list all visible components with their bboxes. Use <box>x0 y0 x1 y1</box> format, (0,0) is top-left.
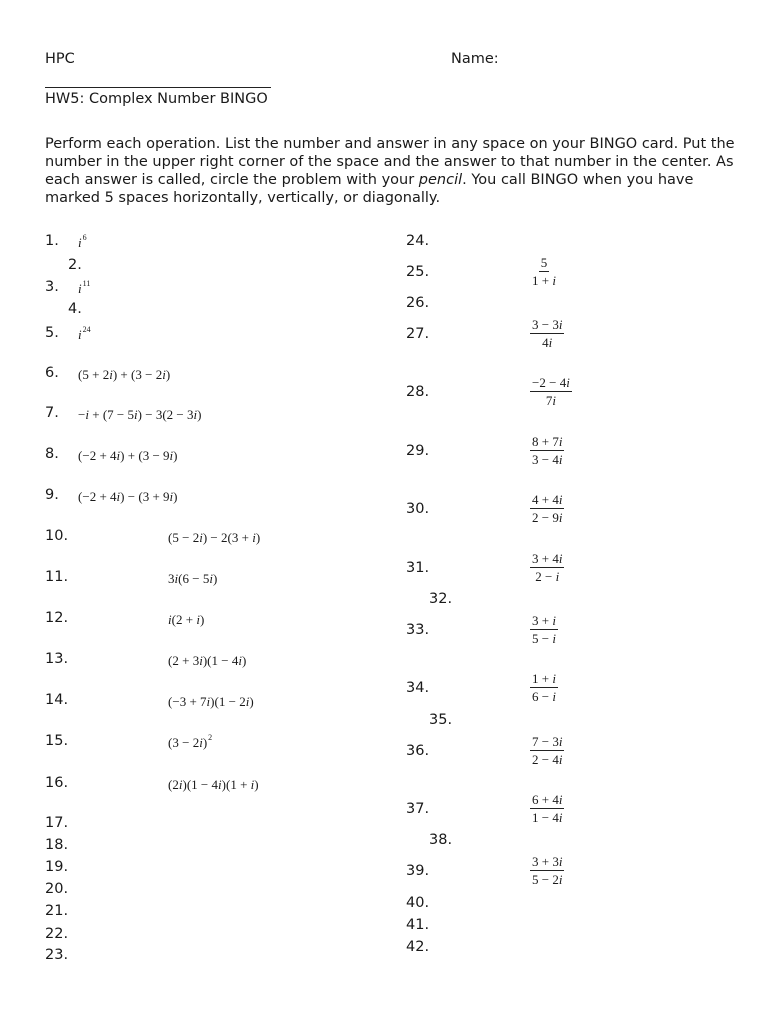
problem-number: 34. <box>406 680 430 696</box>
fraction-denominator: 2 − i <box>535 569 560 584</box>
worksheet-title: HW5: Complex Number BINGO <box>45 91 268 107</box>
problem-number: 1. <box>45 233 59 249</box>
problem-number: 10. <box>45 528 69 544</box>
exponent: 24 <box>82 325 91 334</box>
problem-number: 28. <box>406 384 430 400</box>
problem-expression: $i^{24}$ <box>78 325 91 342</box>
problem-number: 42. <box>406 939 430 955</box>
exponent: 6 <box>82 233 87 242</box>
problem-number: 19. <box>45 859 69 875</box>
problem-expression: 3i(6 − 5i) <box>168 571 218 586</box>
fraction <box>530 551 564 584</box>
problem-expression: (−2 + 4i) − (3 + 9i) <box>78 489 178 504</box>
problem-expression: $(3 - 2i)^2$ <box>168 733 213 750</box>
fraction-numerator: 4 + 4i <box>532 492 563 507</box>
problem-number: 25. <box>406 264 430 280</box>
fraction-denominator: 3 − 4i <box>532 452 563 467</box>
problem-number: 26. <box>406 295 430 311</box>
problem-number: 24. <box>406 233 430 249</box>
problem-expression: (5 − 2i) − 2(3 + i) <box>168 530 261 545</box>
instructions-part1: Perform each operation. List the number and answer in any space on your BINGO card. Put the number in the upper right corner of the space and the answer to that number in the center. As each answer is called, circle the problem with your <box>45 136 735 188</box>
problem-number: 39. <box>406 863 430 879</box>
fraction-numerator: 3 + 4i <box>532 551 563 566</box>
problem-number: 23. <box>45 947 69 963</box>
fraction <box>530 792 564 825</box>
fraction-denominator: 5 − 2i <box>532 872 563 887</box>
fraction <box>530 375 572 408</box>
problem-expression: i(2 + i) <box>168 612 205 627</box>
exponent: 2 <box>208 733 213 742</box>
fraction <box>530 255 558 288</box>
fraction-numerator: 3 − 3i <box>532 317 563 332</box>
problem-expression: (−3 + 7i)(1 − 2i) <box>168 694 254 709</box>
problem-number: 29. <box>406 443 430 459</box>
problem-number: 33. <box>406 622 430 638</box>
fraction-denominator: 6 − i <box>532 689 556 704</box>
problem-number: 8. <box>45 446 59 462</box>
problem-number: 2. <box>68 257 82 273</box>
problem-number: 9. <box>45 487 59 503</box>
fraction <box>530 671 558 704</box>
problem-number: 20. <box>45 881 69 897</box>
exponent: 11 <box>82 279 91 288</box>
fraction <box>530 734 564 767</box>
fraction-numerator: 3 + i <box>532 613 556 628</box>
problem-number: 40. <box>406 895 430 911</box>
problem-expression: (5 + 2i) + (3 − 2i) <box>78 367 171 382</box>
problem-number: 17. <box>45 815 69 831</box>
problem-number: 41. <box>406 917 430 933</box>
fraction <box>530 613 558 646</box>
fraction-numerator: −2 − 4i <box>532 375 570 390</box>
problem-number: 12. <box>45 610 69 626</box>
problem-number: 4. <box>68 301 82 317</box>
problem-number: 36. <box>406 743 430 759</box>
problem-number: 27. <box>406 326 430 342</box>
name-line <box>45 87 271 88</box>
fraction-numerator: 1 + i <box>532 671 556 686</box>
problem-number: 21. <box>45 903 69 919</box>
problem-number: 13. <box>45 651 69 667</box>
fraction-denominator: 7i <box>545 393 556 408</box>
problem-number: 38. <box>429 832 453 848</box>
fraction-numerator: 6 + 4i <box>532 792 563 807</box>
fraction-denominator: 2 − 4i <box>532 752 563 767</box>
problem-number: 18. <box>45 837 69 853</box>
fraction-numerator: 3 + 3i <box>532 854 563 869</box>
problem-number: 15. <box>45 733 69 749</box>
problem-expression: (−2 + 4i) + (3 − 9i) <box>78 448 178 463</box>
fraction-denominator: 1 + i <box>532 273 556 288</box>
fraction-denominator: 2 − 9i <box>532 510 563 525</box>
problem-number: 31. <box>406 560 430 576</box>
problem-expression: $i^6$ <box>78 233 87 250</box>
problem-number: 30. <box>406 501 430 517</box>
name-label: Name: <box>451 51 499 67</box>
fraction-numerator: 8 + 7i <box>532 434 563 449</box>
problem-number: 37. <box>406 801 430 817</box>
fraction <box>530 317 564 350</box>
problem-number: 5. <box>45 325 59 341</box>
problem-number: 16. <box>45 775 69 791</box>
problem-expression: (2 + 3i)(1 − 4i) <box>168 653 247 668</box>
problem-expression: −i + (7 − 5i) − 3(2 − 3i) <box>78 407 202 422</box>
fraction <box>530 854 564 887</box>
problem-number: 7. <box>45 405 59 421</box>
problem-number: 22. <box>45 926 69 942</box>
instructions <box>45 135 735 207</box>
instructions-part2: . You call BINGO when you have marked 5 spaces horizontally, vertically, or diagonally. <box>45 172 694 206</box>
fraction-numerator: 7 − 3i <box>532 734 563 749</box>
fraction <box>530 434 564 467</box>
fraction-denominator: 5 − i <box>532 631 556 646</box>
instructions-emphasis: pencil <box>418 172 463 188</box>
problem-number: 14. <box>45 692 69 708</box>
problem-number: 3. <box>45 279 59 295</box>
problem-expression: (2i)(1 − 4i)(1 + i) <box>168 777 259 792</box>
problem-number: 35. <box>429 712 453 728</box>
problem-expression: $i^{11}$ <box>78 279 91 296</box>
fraction <box>530 492 564 525</box>
header-course: HPC <box>45 51 75 67</box>
fraction-numerator: 5 <box>540 255 548 270</box>
problem-number: 6. <box>45 365 59 381</box>
fraction-denominator: 4i <box>542 335 553 350</box>
problem-number: 11. <box>45 569 69 585</box>
fraction-denominator: 1 − 4i <box>532 810 563 825</box>
problem-number: 32. <box>429 591 453 607</box>
